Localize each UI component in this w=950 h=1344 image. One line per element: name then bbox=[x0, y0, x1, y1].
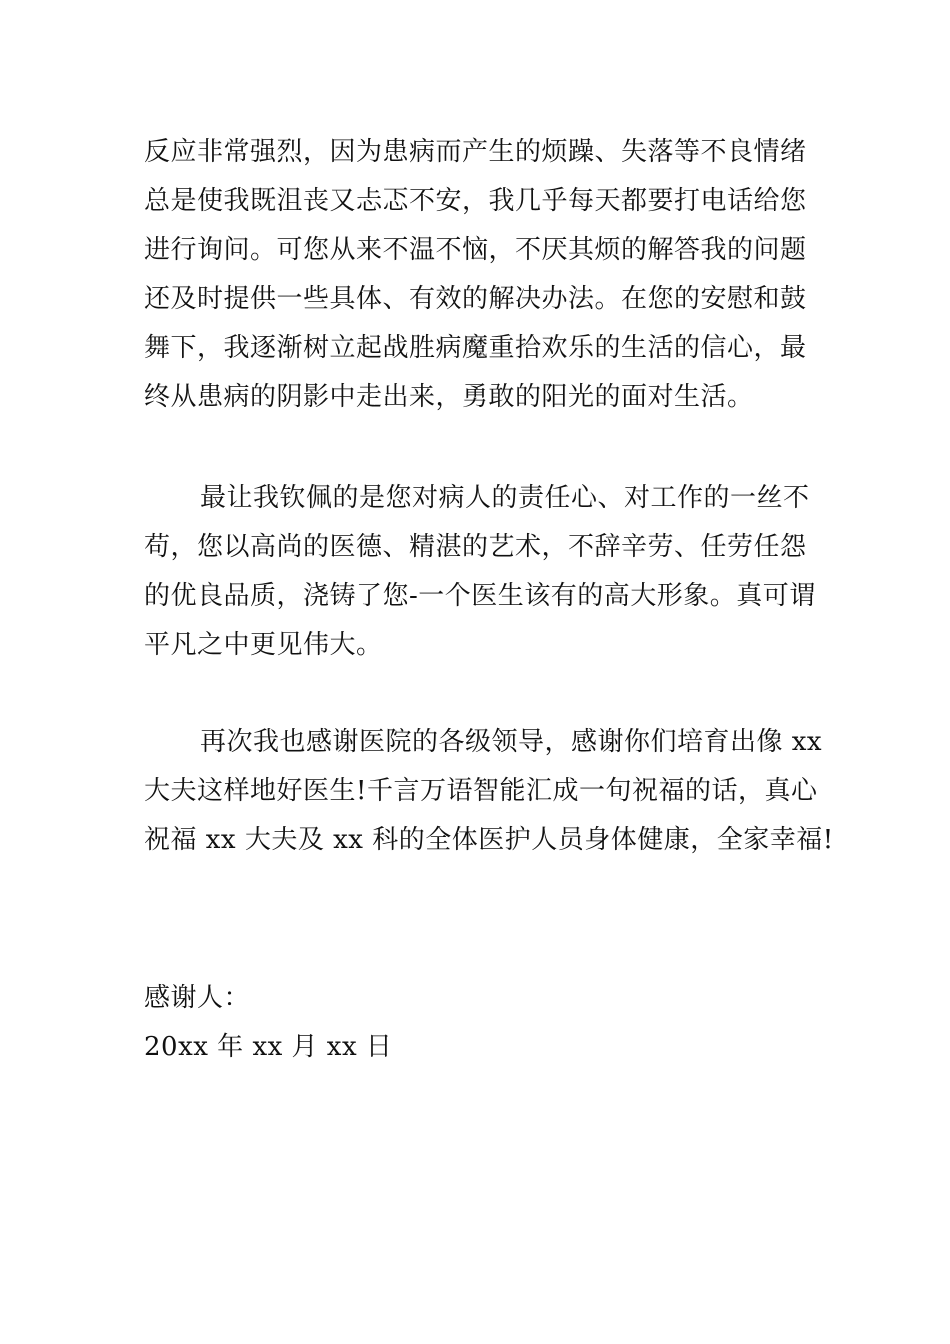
paragraph-line: 平凡之中更见伟大。 bbox=[144, 630, 383, 660]
paragraph-line: 总是使我既沮丧又忐忑不安，我几乎每天都要打电话给您 bbox=[144, 186, 807, 216]
signature-label: 感谢人： bbox=[144, 983, 251, 1013]
paragraph-line: 再次我也感谢医院的各级领导，感谢你们培育出像 xx bbox=[200, 727, 823, 757]
letter-date: 20xx 年 xx 月 xx 日 bbox=[144, 1032, 393, 1062]
paragraph-line: 反应非常强烈，因为患病而产生的烦躁、失落等不良情绪 bbox=[144, 137, 807, 167]
paragraph-3 bbox=[144, 718, 834, 865]
paragraph-line: 舞下，我逐渐树立起战胜病魔重拾欢乐的生活的信心，最 bbox=[144, 333, 807, 363]
paragraph-line: 苟，您以高尚的医德、精湛的艺术，不辞辛劳、任劳任怨 bbox=[144, 532, 807, 562]
paragraph-line: 最让我钦佩的是您对病人的责任心、对工作的一丝不 bbox=[200, 483, 810, 513]
paragraph-1 bbox=[144, 128, 809, 422]
paragraph-line: 还及时提供一些具体、有效的解决办法。在您的安慰和鼓 bbox=[144, 284, 807, 314]
paragraph-line: 的优良品质，浇铸了您-一个医生该有的高大形象。真可谓 bbox=[144, 581, 816, 611]
paragraph-line: 祝福 xx 大夫及 xx 科的全体医护人员身体健康，全家幸福! bbox=[144, 825, 834, 855]
paragraph-line: 大夫这样地好医生!千言万语智能汇成一句祝福的话，真心 bbox=[144, 776, 818, 806]
paragraph-line: 进行询问。可您从来不温不恼，不厌其烦的解答我的问题 bbox=[144, 235, 807, 265]
paragraph-line: 终从患病的阴影中走出来，勇敢的阳光的面对生活。 bbox=[144, 382, 754, 412]
paragraph-2 bbox=[144, 474, 816, 670]
